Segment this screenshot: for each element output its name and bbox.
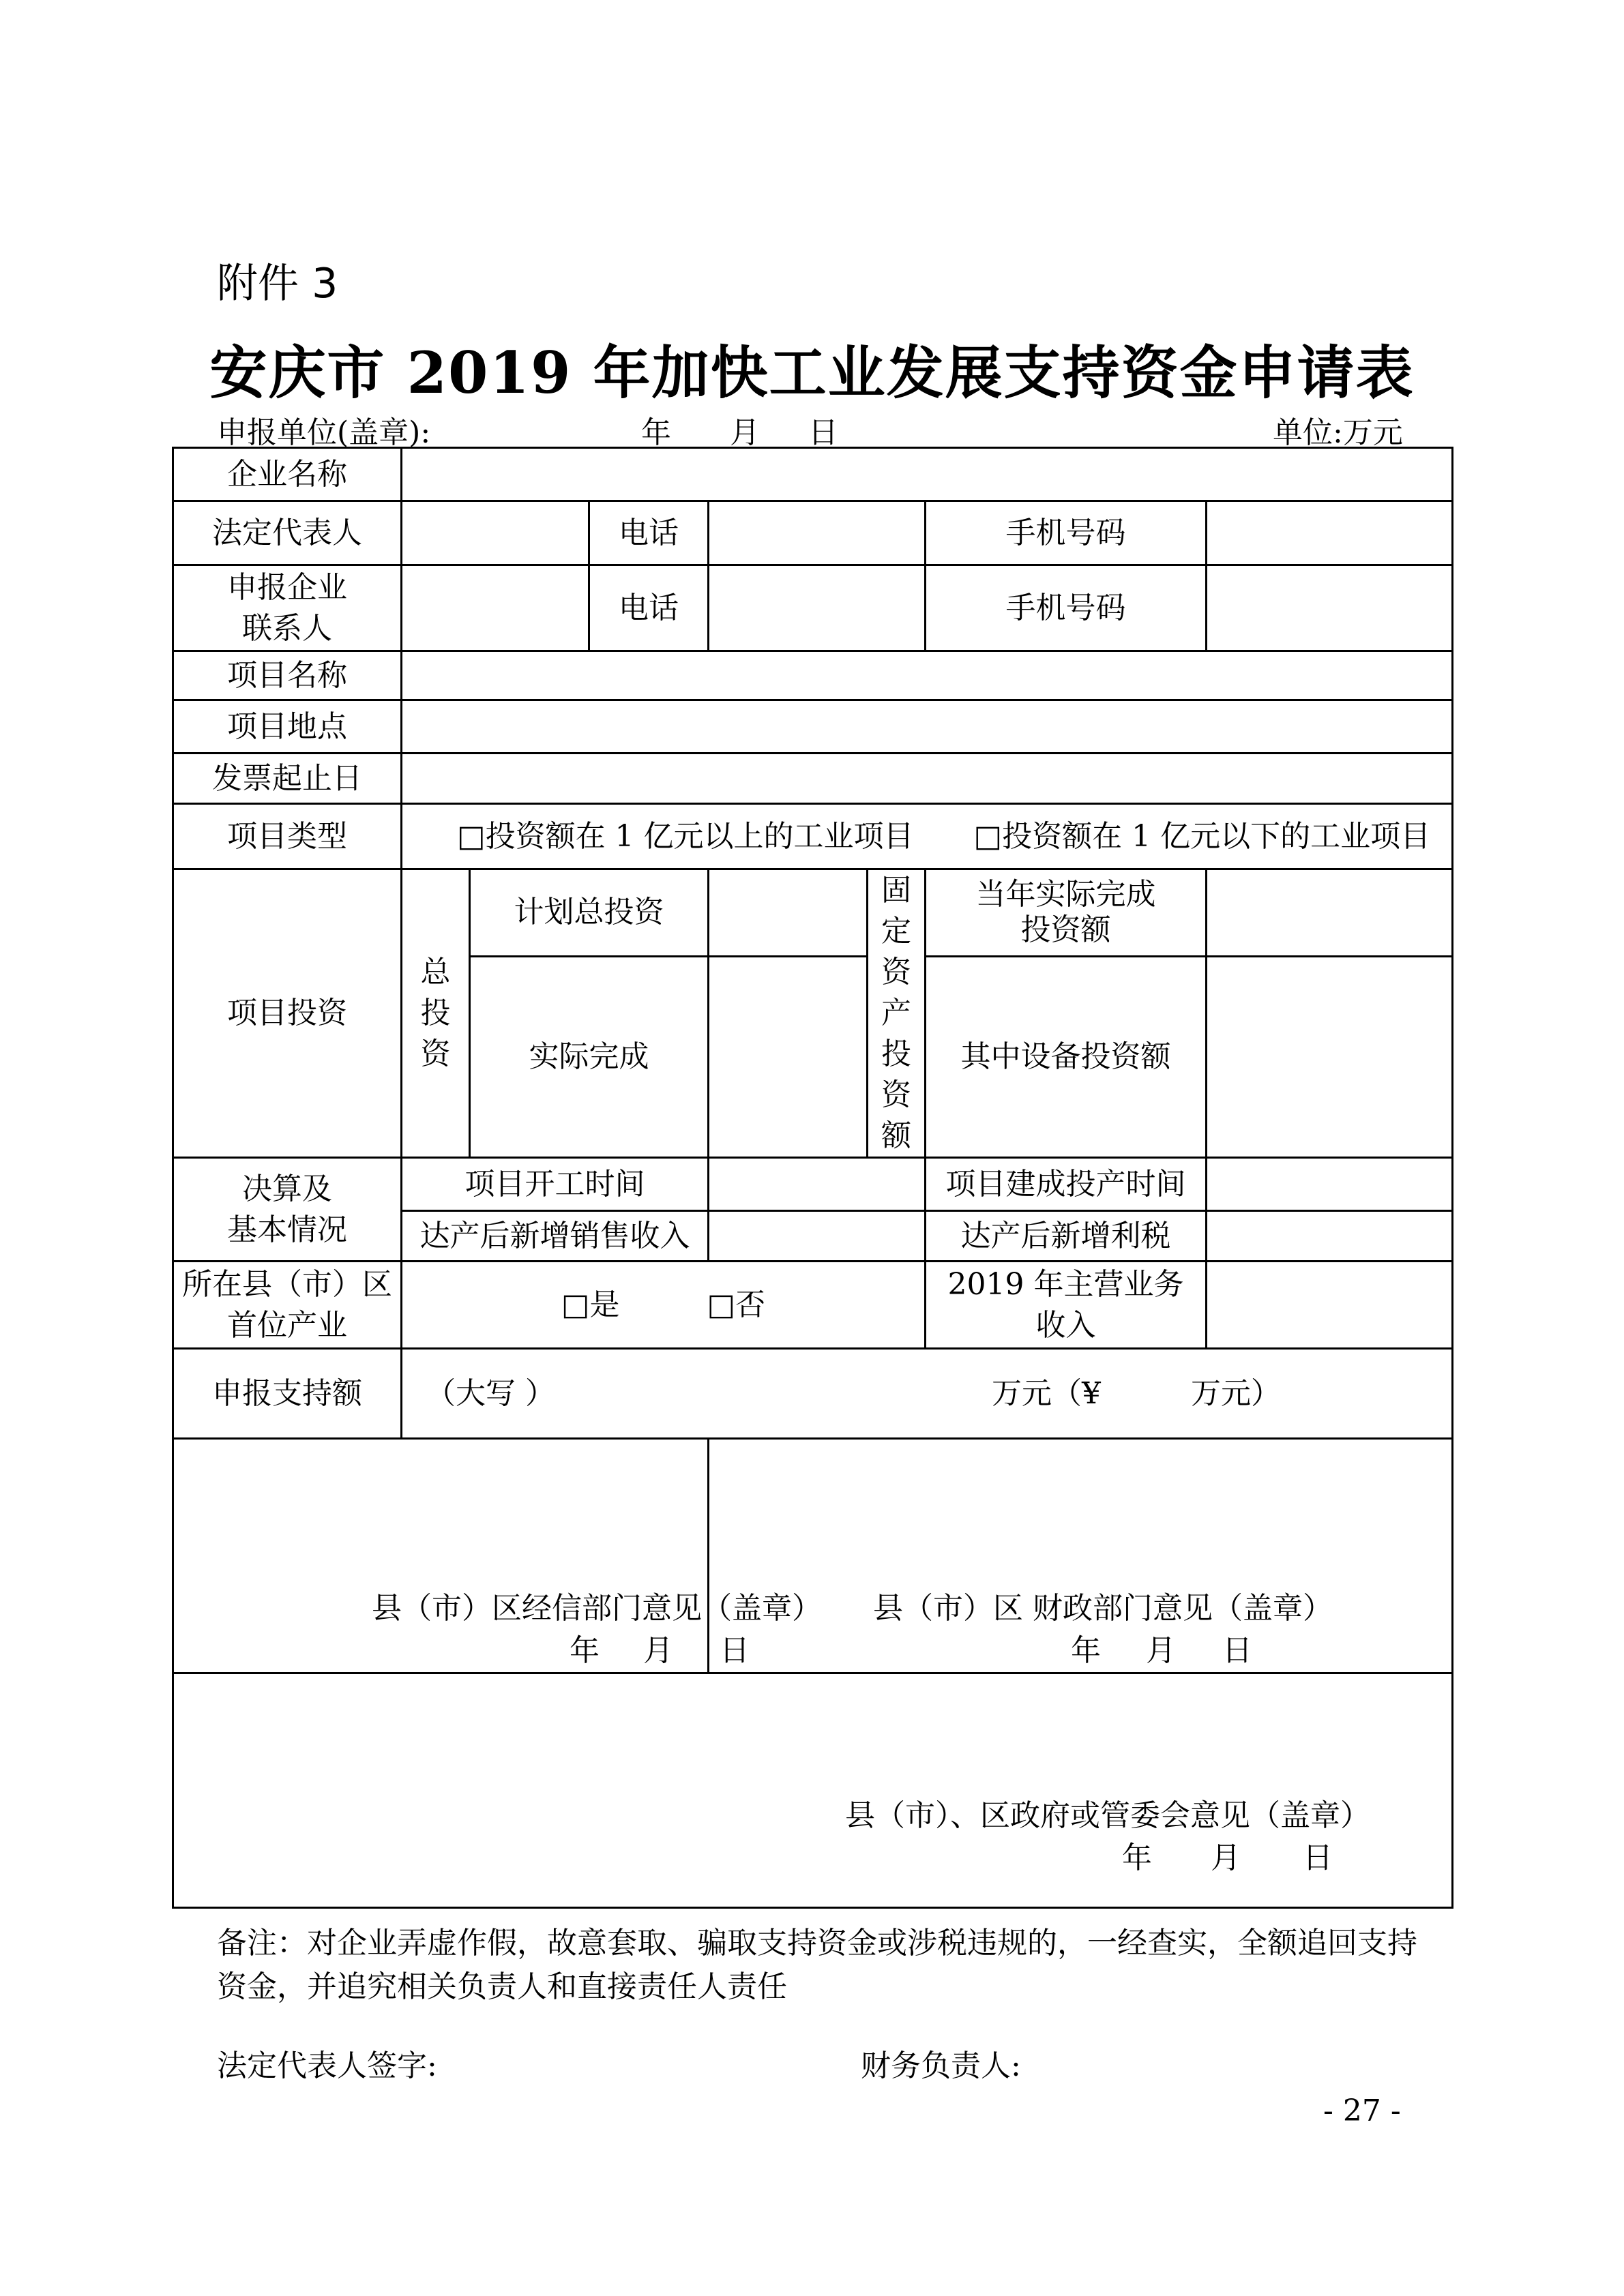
econ-dept-opinion-label: 县（市）区经信部门意见（盖章） xyxy=(372,1591,822,1626)
fixed-asset-label: 固 定 资 产 投 资 额 xyxy=(868,869,926,1158)
main-revenue-label-line1: 2019 年主营业务 xyxy=(947,1266,1184,1302)
project-name-field[interactable] xyxy=(402,651,1453,700)
leading-industry-yes[interactable]: □是 xyxy=(561,1287,620,1322)
header-date-month: 月 xyxy=(730,415,760,450)
page-title: 安庆市 2019 年加快工业发展支持资金申请表 xyxy=(209,339,1415,406)
equipment-investment-field[interactable] xyxy=(1207,956,1453,1157)
remark-line2: 资金，并追究相关负责人和直接责任人责任 xyxy=(217,1969,787,2004)
year-actual-label-line2: 投资额 xyxy=(1020,912,1111,948)
invoice-dates-label: 发票起止日 xyxy=(173,754,402,804)
application-form-table xyxy=(172,447,1453,1909)
gov-opinion-label: 县（市）、区政府或管委会意见（盖章） xyxy=(845,1798,1370,1833)
invoice-dates-field[interactable] xyxy=(402,754,1453,804)
leading-industry-label-line1: 所在县（市）区 xyxy=(182,1266,392,1302)
econ-dept-opinion-box[interactable] xyxy=(173,1439,822,1673)
unit-label: 单位:万元 xyxy=(1273,415,1403,450)
header-date-day: 日 xyxy=(808,415,838,450)
finance-dept-year: 年 xyxy=(1071,1633,1101,1668)
support-amount-capital: （大写 ） xyxy=(426,1375,555,1411)
project-type-option-above-100m[interactable]: □投资额在 1 亿元以上的工业项目 xyxy=(457,818,914,854)
project-investment-label: 项目投资 xyxy=(173,869,402,1158)
leading-industry-label xyxy=(173,1262,402,1349)
applicant-unit-label: 申报单位(盖章): xyxy=(217,415,431,450)
project-type-label: 项目类型 xyxy=(173,804,402,869)
finance-dept-opinion-box[interactable] xyxy=(709,1439,1453,1673)
actual-complete-label: 实际完成 xyxy=(470,956,709,1157)
project-name-label: 项目名称 xyxy=(173,651,402,700)
start-time-label: 项目开工时间 xyxy=(402,1158,709,1211)
contact-mobile-label: 手机号码 xyxy=(926,565,1207,651)
remark-line1: 备注：对企业弄虚作假，故意套取、骗取支持资金或涉税违规的，一经查实，全额追回支持 xyxy=(217,1926,1417,1960)
company-name-field[interactable] xyxy=(402,448,1453,501)
legal-rep-phone-field[interactable] xyxy=(709,501,926,565)
legal-rep-mobile-label: 手机号码 xyxy=(926,501,1207,565)
settlement-label-line1: 决算及 xyxy=(242,1171,332,1206)
econ-dept-month: 月 xyxy=(643,1633,673,1668)
settlement-label-line2: 基本情况 xyxy=(227,1212,347,1247)
start-time-field[interactable] xyxy=(709,1158,926,1211)
new-tax-field[interactable] xyxy=(1207,1211,1453,1262)
legal-rep-label: 法定代表人 xyxy=(173,501,402,565)
finance-head-label: 财务负责人: xyxy=(861,2048,1021,2083)
legal-rep-field[interactable] xyxy=(402,501,589,565)
gov-day: 日 xyxy=(1303,1840,1333,1875)
gov-opinion-box[interactable] xyxy=(173,1673,1453,1908)
support-amount-field[interactable] xyxy=(402,1349,1453,1439)
contact-label-line2: 联系人 xyxy=(242,610,332,646)
econ-dept-day: 日 xyxy=(720,1633,750,1668)
project-type-options xyxy=(402,804,1453,869)
legal-rep-mobile-field[interactable] xyxy=(1207,501,1453,565)
planned-total-field[interactable] xyxy=(709,869,868,957)
leading-industry-options xyxy=(402,1262,926,1349)
contact-label xyxy=(173,565,402,651)
support-amount-figure: 万元（¥ 万元） xyxy=(992,1375,1281,1411)
contact-mobile-field[interactable] xyxy=(1207,565,1453,651)
finance-dept-opinion-label: 县（市）区 财政部门意见（盖章） xyxy=(873,1591,1333,1626)
finance-dept-day: 日 xyxy=(1222,1633,1252,1668)
contact-phone-label: 电话 xyxy=(589,565,709,651)
new-tax-label: 达产后新增利税 xyxy=(926,1211,1207,1262)
company-name-label: 企业名称 xyxy=(173,448,402,501)
attachment-label: 附件 3 xyxy=(217,260,338,308)
gov-month: 月 xyxy=(1211,1840,1241,1875)
econ-dept-year: 年 xyxy=(570,1633,600,1668)
actual-complete-field[interactable] xyxy=(709,956,868,1157)
settlement-label xyxy=(173,1158,402,1262)
year-actual-field[interactable] xyxy=(1207,869,1453,957)
new-sales-label: 达产后新增销售收入 xyxy=(402,1211,709,1262)
leading-industry-no[interactable]: □否 xyxy=(707,1287,766,1322)
contact-phone-field[interactable] xyxy=(709,565,926,651)
main-revenue-label xyxy=(926,1262,1207,1349)
year-actual-label xyxy=(926,869,1207,957)
header-date-year: 年 xyxy=(641,415,671,450)
year-actual-label-line1: 当年实际完成 xyxy=(975,877,1156,912)
contact-field[interactable] xyxy=(402,565,589,651)
legal-rep-phone-label: 电话 xyxy=(589,501,709,565)
new-sales-field[interactable] xyxy=(709,1211,926,1262)
completion-time-field[interactable] xyxy=(1207,1158,1453,1211)
equipment-investment-label: 其中设备投资额 xyxy=(926,956,1207,1157)
project-location-field[interactable] xyxy=(402,700,1453,754)
project-location-label: 项目地点 xyxy=(173,700,402,754)
project-type-option-below-100m[interactable]: □投资额在 1 亿元以下的工业项目 xyxy=(973,818,1431,854)
legal-rep-signature-label: 法定代表人签字: xyxy=(217,2048,437,2083)
planned-total-label: 计划总投资 xyxy=(470,869,709,957)
support-amount-label: 申报支持额 xyxy=(173,1349,402,1439)
main-revenue-label-line2: 收入 xyxy=(1035,1307,1096,1343)
contact-label-line1: 申报企业 xyxy=(227,569,347,605)
page-number: - 27 - xyxy=(1323,2093,1401,2128)
gov-year: 年 xyxy=(1122,1840,1152,1875)
completion-time-label: 项目建成投产时间 xyxy=(926,1158,1207,1211)
leading-industry-label-line2: 首位产业 xyxy=(227,1307,347,1343)
total-investment-label: 总 投 资 xyxy=(402,869,470,1158)
finance-dept-month: 月 xyxy=(1146,1633,1176,1668)
main-revenue-field[interactable] xyxy=(1207,1262,1453,1349)
